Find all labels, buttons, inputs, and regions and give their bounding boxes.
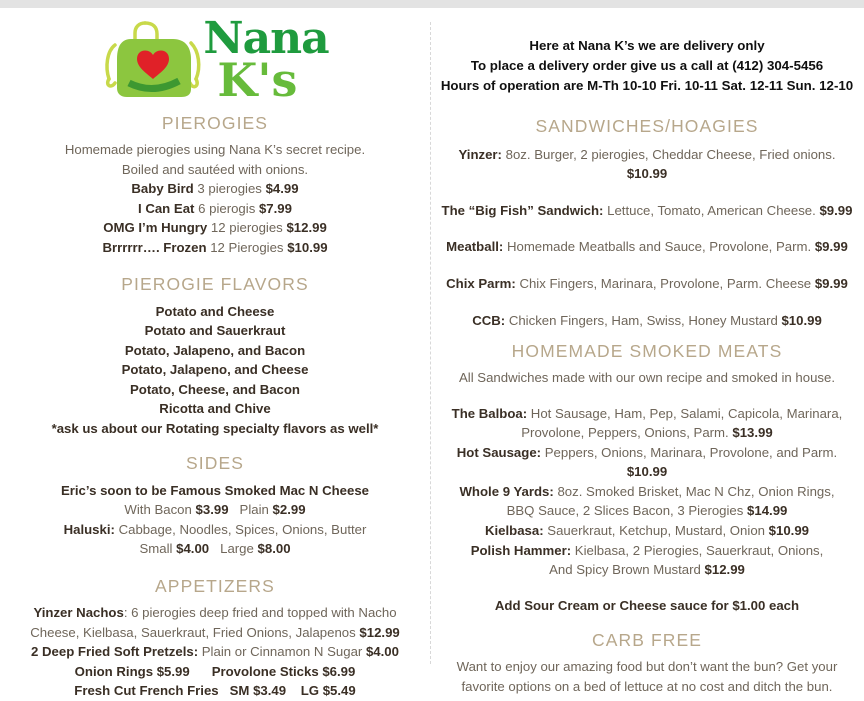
flavor-item: Potato, Cheese, and Bacon bbox=[129, 381, 300, 397]
flavor-item: Potato, Jalapeno, and Cheese bbox=[121, 362, 309, 378]
nachos-desc-line1: : 6 pierogies deep fried and topped with Nacho bbox=[123, 605, 397, 621]
item-desc: 8oz. Burger, 2 pierogies, Cheddar Cheese, Fried onions. bbox=[505, 146, 836, 162]
appetizer-french-fries bbox=[8, 681, 422, 701]
section-header-pierogie-flavors: PIEROGIE FLAVORS bbox=[121, 274, 309, 295]
section-header-appetizers: APPETIZERS bbox=[155, 575, 275, 596]
smoked-item-hot-sausage bbox=[440, 443, 854, 482]
brand-name-line2: K's bbox=[217, 53, 298, 108]
delivery-notice-line1: Here at Nana K’s we are delivery only bbox=[529, 38, 765, 53]
smoked-item-polish-hammer-line2 bbox=[440, 560, 854, 580]
item-name: Chix Parm: bbox=[446, 275, 516, 291]
pierogies-desc-2: Boiled and sautéed with onions. bbox=[121, 161, 309, 177]
smoked-item-balboa-line1 bbox=[440, 404, 854, 424]
sandwich-item-chix-parm bbox=[440, 274, 854, 294]
nachos-price: $12.99 bbox=[359, 624, 400, 640]
haluski-option-2-label: Large bbox=[220, 541, 254, 557]
sandwich-item-big-fish bbox=[440, 201, 854, 221]
pretzels-name: 2 Deep Fried Soft Pretzels: bbox=[31, 644, 199, 660]
item-name: Polish Hammer: bbox=[470, 542, 572, 558]
item-name: Baby Bird bbox=[131, 181, 194, 197]
item-desc: Chicken Fingers, Ham, Swiss, Honey Mustard bbox=[508, 312, 778, 328]
brand-name-line1: Nana bbox=[203, 12, 329, 64]
flavor-item: Potato, Jalapeno, and Bacon bbox=[124, 342, 306, 358]
item-name: Brrrrrr…. Frozen bbox=[102, 239, 207, 255]
item-desc: Chix Fingers, Marinara, Provolone, Parm. Cheese bbox=[519, 275, 812, 291]
appetizer-yinzer-nachos-line1 bbox=[8, 603, 422, 623]
flavor-item: Potato and Sauerkraut bbox=[144, 323, 286, 339]
sides-mac-options bbox=[8, 500, 422, 520]
item-name: Meatball: bbox=[446, 239, 504, 255]
item-name: I Can Eat bbox=[138, 200, 195, 216]
item-price: $10.99 bbox=[626, 166, 668, 182]
brand-wordmark bbox=[203, 12, 329, 108]
item-desc: Homemade Meatballs and Sauce, Provolone, Parm. bbox=[506, 239, 812, 255]
item-price: $7.99 bbox=[258, 200, 292, 216]
top-gray-band bbox=[0, 0, 864, 8]
hours-of-operation-line: Hours of operation are M-Th 10-10 Fri. 10-11 Sat. 12-11 Sun. 12-10 bbox=[440, 78, 854, 94]
section-header-pierogies: PIEROGIES bbox=[161, 113, 269, 133]
menu-item-i-can-eat bbox=[8, 199, 422, 219]
pretzels-desc: Plain or Cinnamon N Sugar bbox=[201, 644, 363, 660]
item-name: The “Big Fish” Sandwich: bbox=[441, 202, 604, 218]
smoked-meats-subtitle: All Sandwiches made with our own recipe and smoked in house. bbox=[458, 370, 836, 386]
item-price: $10.99 bbox=[768, 523, 810, 539]
item-price: $9.99 bbox=[814, 239, 848, 255]
right-column bbox=[430, 8, 864, 694]
flavor-item-rotating-note: *ask us about our Rotating specialty flavors as well* bbox=[51, 420, 379, 436]
pretzels-price: $4.00 bbox=[365, 644, 399, 660]
appetizer-yinzer-nachos-line2 bbox=[8, 623, 422, 643]
item-price: $13.99 bbox=[732, 425, 773, 441]
mac-option-1-price: $3.99 bbox=[195, 502, 229, 518]
item-price: $14.99 bbox=[747, 503, 788, 519]
mac-option-2-price: $2.99 bbox=[272, 502, 306, 518]
item-desc: Lettuce, Tomato, American Cheese. bbox=[607, 202, 816, 218]
item-name: Kielbasa: bbox=[484, 523, 544, 539]
nachos-desc-line2: Cheese, Kielbasa, Sauerkraut, Fried Onions, Jalapenos bbox=[30, 624, 356, 640]
item-price: $4.99 bbox=[265, 181, 299, 197]
sandwich-item-ccb bbox=[440, 311, 854, 331]
menu-item-frozen bbox=[8, 238, 422, 258]
left-column bbox=[0, 8, 430, 699]
smoked-item-whole-9-yards-line2 bbox=[440, 501, 854, 521]
fries-price-lg: LG $5.49 bbox=[300, 683, 356, 699]
add-ons-note: Add Sour Cream or Cheese sauce for $1.00 each bbox=[494, 597, 800, 613]
item-desc-line2: Provolone, Peppers, Onions, Parm. bbox=[521, 425, 729, 441]
section-header-sandwiches: SANDWICHES/HOAGIES bbox=[535, 115, 759, 136]
item-name: Hot Sausage: bbox=[456, 444, 542, 460]
item-desc: 12 pierogies bbox=[210, 220, 283, 236]
smoked-item-kielbasa bbox=[440, 521, 854, 541]
smoked-item-polish-hammer-line1 bbox=[440, 541, 854, 561]
section-header-sides: SIDES bbox=[185, 453, 245, 474]
haluski-option-2-price: $8.00 bbox=[257, 541, 291, 557]
brand-logo bbox=[8, 14, 422, 106]
flavor-item: Potato and Cheese bbox=[155, 303, 275, 319]
delivery-phone-line: To place a delivery order give us a call at (412) 304-5456 bbox=[470, 58, 824, 74]
flavor-item: Ricotta and Chive bbox=[159, 401, 271, 417]
section-header-carb-free: CARB FREE bbox=[591, 630, 703, 651]
mac-option-1-label: With Bacon bbox=[124, 502, 192, 518]
item-desc: Sauerkraut, Ketchup, Mustard, Onion bbox=[547, 523, 765, 539]
nachos-name: Yinzer Nachos bbox=[33, 605, 124, 621]
carb-free-line1: Want to enjoy our amazing food but don’t want the bun? Get your bbox=[456, 659, 838, 675]
item-name: OMG I’m Hungry bbox=[103, 220, 208, 236]
item-desc: 3 pierogies bbox=[197, 181, 262, 197]
sides-mac-title: Eric’s soon to be Famous Smoked Mac N Cheese bbox=[60, 482, 370, 498]
sides-haluski-options bbox=[8, 539, 422, 559]
section-header-smoked-meats: HOMEMADE SMOKED MEATS bbox=[511, 341, 783, 362]
fries-price-sm: SM $3.49 bbox=[229, 683, 287, 699]
onion-rings: Onion Rings $5.99 bbox=[74, 663, 190, 679]
item-price: $10.99 bbox=[626, 464, 668, 480]
haluski-option-1-price: $4.00 bbox=[176, 541, 210, 557]
carb-free-line2: favorite options on a bed of lettuce at no cost and ditch the bun. bbox=[461, 678, 833, 694]
item-desc-line1: Kielbasa, 2 Pierogies, Sauerkraut, Onions, bbox=[574, 542, 824, 558]
sides-haluski bbox=[8, 520, 422, 540]
mac-option-2-label: Plain bbox=[239, 502, 269, 518]
item-desc: 12 Pierogies bbox=[210, 239, 284, 255]
haluski-name: Haluski: bbox=[63, 521, 115, 537]
sandwich-item-yinzer bbox=[440, 145, 854, 184]
item-desc: 6 pierogis bbox=[198, 200, 256, 216]
item-price: $9.99 bbox=[819, 202, 853, 218]
item-desc-line1: 8oz. Smoked Brisket, Mac N Chz, Onion Rings, bbox=[557, 483, 835, 499]
apron-logo-icon bbox=[101, 17, 205, 103]
item-name: Yinzer: bbox=[458, 146, 502, 162]
menu-page bbox=[0, 8, 864, 699]
fries-name: Fresh Cut French Fries bbox=[74, 683, 219, 699]
haluski-desc: Cabbage, Noodles, Spices, Onions, Butter bbox=[118, 521, 367, 537]
haluski-option-1-label: Small bbox=[139, 541, 173, 557]
pierogies-desc-1: Homemade pierogies using Nana K’s secret recipe. bbox=[64, 142, 366, 158]
item-price: $9.99 bbox=[814, 275, 848, 291]
item-price: $10.99 bbox=[287, 239, 328, 255]
item-price: $12.99 bbox=[704, 562, 745, 578]
item-desc-line1: Hot Sausage, Ham, Pep, Salami, Capicola, Marinara, bbox=[530, 405, 843, 421]
item-desc-line2: And Spicy Brown Mustard bbox=[549, 562, 701, 578]
appetizer-rings-and-sticks bbox=[8, 662, 422, 682]
item-name: The Balboa: bbox=[451, 405, 528, 421]
appetizer-pretzels bbox=[8, 642, 422, 662]
item-name: Whole 9 Yards: bbox=[459, 483, 554, 499]
sandwich-item-meatball bbox=[440, 237, 854, 257]
item-name: CCB: bbox=[472, 312, 506, 328]
item-desc-line2: BBQ Sauce, 2 Slices Bacon, 3 Pierogies bbox=[506, 503, 744, 519]
smoked-item-balboa-line2 bbox=[440, 423, 854, 443]
column-divider bbox=[430, 22, 432, 664]
item-desc: Peppers, Onions, Marinara, Provolone, and Parm. bbox=[544, 444, 838, 460]
menu-item-omg-im-hungry bbox=[8, 218, 422, 238]
smoked-item-whole-9-yards-line1 bbox=[440, 482, 854, 502]
item-price: $10.99 bbox=[781, 312, 822, 328]
provolone-sticks: Provolone Sticks $6.99 bbox=[211, 663, 356, 679]
menu-item-baby-bird bbox=[8, 179, 422, 199]
item-price: $12.99 bbox=[286, 220, 327, 236]
